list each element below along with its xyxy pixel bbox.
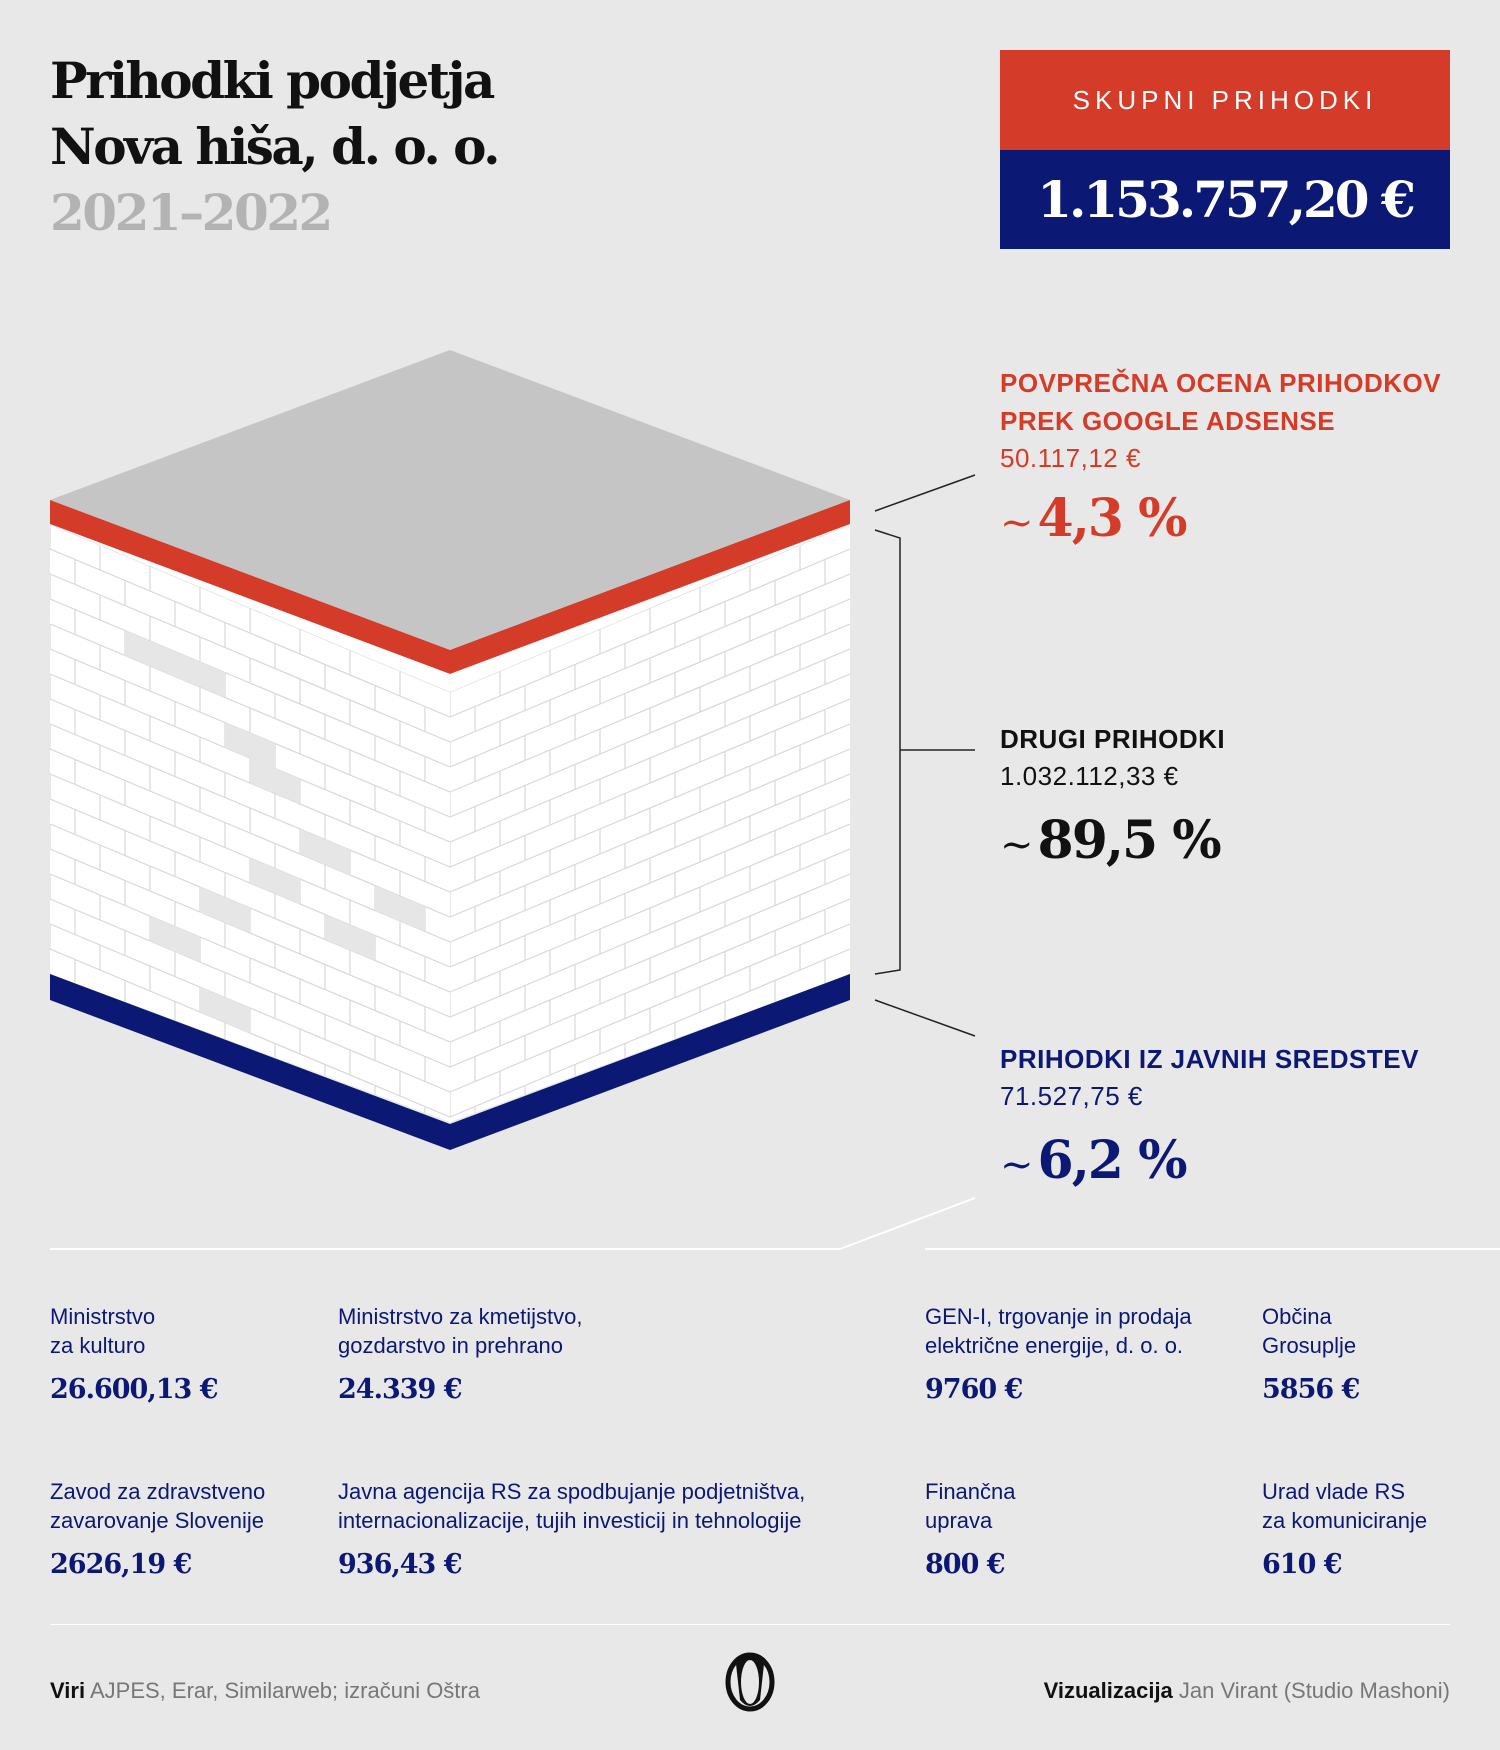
source-value: 2626,19 € [50, 1549, 192, 1580]
footer-sources [50, 1678, 480, 1704]
segment-other [1000, 720, 1225, 871]
segment-other-amount: 1.032.112,33 € [1000, 761, 1179, 791]
total-revenue-value: 1.153.757,20 € [1000, 150, 1450, 249]
segment-other-label: DRUGI PRIHODKI [1000, 724, 1226, 754]
source-item: Ministrstvo za kmetijstvo, gozdarstvo in prehrano 24.339 € [338, 1302, 898, 1405]
segment-public-label: PRIHODKI IZ JAVNIH SREDSTEV [1000, 1044, 1419, 1074]
sources-text: AJPES, Erar, Similarweb; izračuni Oštra [89, 1678, 480, 1703]
segment-public-percent: ~ 6,2 % [1000, 1130, 1186, 1191]
sources-label: Viri [50, 1678, 86, 1703]
segment-adsense-amount: 50.117,12 € [1000, 443, 1141, 473]
segment-public-amount: 71.527,75 € [1000, 1081, 1143, 1111]
segment-adsense-label-1: POVPREČNA OCENA PRIHODKOV [1000, 368, 1442, 398]
connector-adsense [875, 475, 975, 511]
source-value: 800 € [925, 1549, 1005, 1580]
source-item: Javna agencija RS za spodbujanje podjetništva, internacionalizacije, tujih investicij in tehnologije 936,43 € [338, 1477, 898, 1580]
segment-adsense [1000, 364, 1441, 549]
source-value: 9760 € [925, 1374, 1023, 1405]
ostra-logo-icon [722, 1650, 778, 1714]
source-item: Občina Grosuplje 5856 € [1262, 1302, 1492, 1405]
source-value: 936,43 € [338, 1549, 462, 1580]
source-value: 610 € [1262, 1549, 1342, 1580]
source-item: Ministrstvo za kulturo 26.600,13 € [50, 1302, 610, 1405]
source-item: Urad vlade RS za komuniciranje 610 € [1262, 1477, 1492, 1580]
viz-label: Vizualizacija [1043, 1678, 1173, 1703]
source-value: 5856 € [1262, 1374, 1360, 1405]
title-line-1: Prihodki podjetja [50, 51, 493, 110]
footer-divider [50, 1624, 1450, 1625]
approx-icon: ~ [1000, 500, 1032, 546]
title-line-2: Nova hiša, d. o. o. [50, 117, 499, 176]
total-revenue-label: SKUPNI PRIHODKI [1000, 50, 1450, 150]
connector-public [875, 1000, 975, 1036]
approx-icon: ~ [1000, 822, 1032, 868]
source-value: 24.339 € [338, 1374, 462, 1405]
source-item: Finančna uprava 800 € [925, 1477, 1255, 1580]
segment-public [1000, 1040, 1419, 1191]
source-item: GEN-I, trgovanje in prodaja električne energije, d. o. o. 9760 € [925, 1302, 1255, 1405]
source-item: Zavod za zdravstveno zavarovanje Slovenije 2626,19 € [50, 1477, 610, 1580]
viz-text: Jan Virant (Studio Mashoni) [1178, 1678, 1450, 1703]
source-value: 26.600,13 € [50, 1374, 218, 1405]
footer-credits [1044, 1678, 1450, 1704]
bracket-other [875, 530, 900, 974]
segment-adsense-label-2: PREK GOOGLE ADSENSE [1000, 406, 1336, 436]
title-years: 2021–2022 [50, 183, 331, 242]
segment-adsense-percent: ~ 4,3 % [1000, 488, 1186, 549]
approx-icon: ~ [1000, 1142, 1032, 1188]
segment-other-percent: ~ 89,5 % [1000, 810, 1220, 871]
divider-pointer [840, 1198, 975, 1249]
